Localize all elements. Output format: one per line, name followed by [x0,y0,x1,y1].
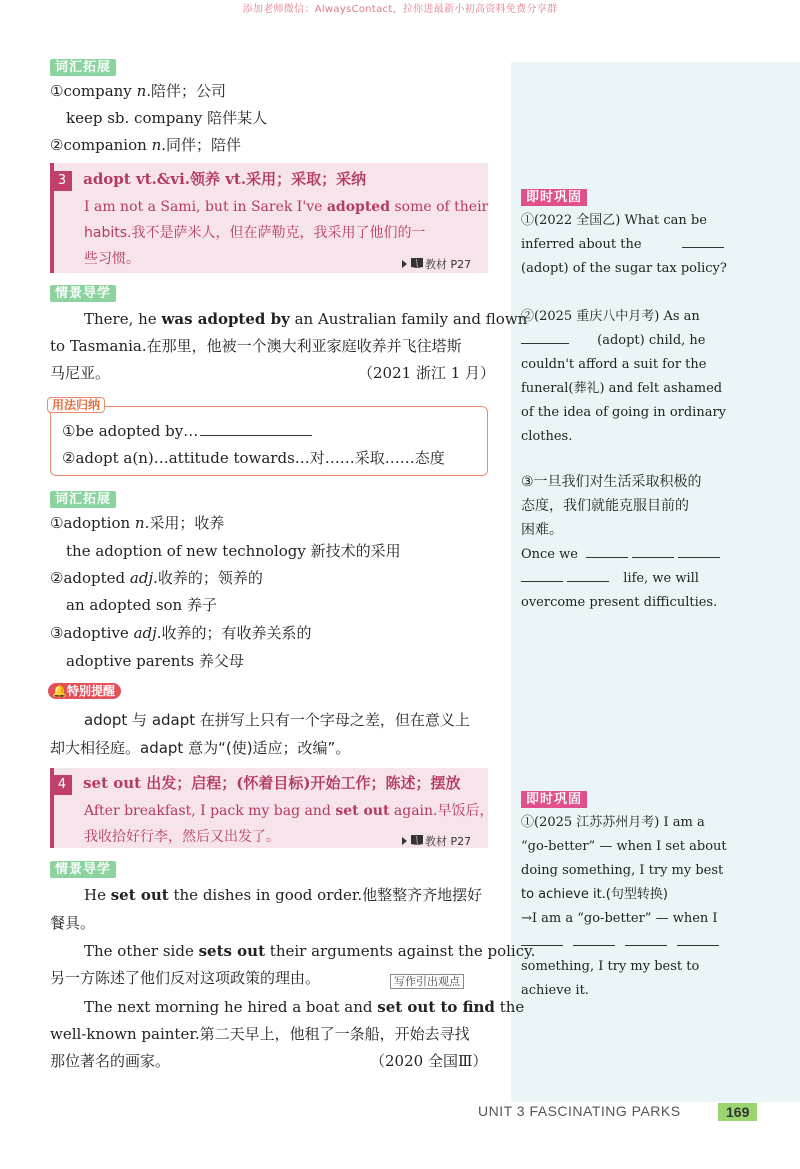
top-watermark-note: 添加老师微信：AlwaysContact，拉你进最新小初高资料免费分享群 [242,4,558,15]
text: an Australian family and flown [289,310,528,328]
quiz-line: funeral(葬礼) and felt ashamed [521,381,723,396]
quiz-line [521,233,731,257]
meaning: 收养的；有收养关系的 [161,624,312,642]
book-icon [411,258,423,268]
text: ①be adopted by… [62,422,199,440]
pos: n. [151,136,167,154]
pos: n. [134,514,150,532]
quiz-line: ②(2025 重庆八中月考) As an [521,309,700,324]
quiz-line: ①(2022 全国乙) What can be [521,213,707,228]
page-number-box [718,1102,800,1121]
entry-header [52,168,366,191]
quiz-tag-label: 即时巩固 [521,791,587,808]
vocab-line [50,512,224,534]
quiz-line: 态度，我们就能克服目前的 [521,498,689,514]
warning-tag-text: 特别提醒 [66,684,115,698]
word: ②companion [50,136,152,154]
text: The next morning he hired a boat and [84,998,378,1016]
quiz-question-3 [521,470,733,542]
example-line: 些习惯。 [84,251,140,267]
answer-blank[interactable] [573,931,615,946]
vocab-tag [50,488,116,507]
meaning: 陪伴；公司 [151,82,227,100]
quiz-line: ①(2025 江苏苏州月考) I am a [521,815,705,830]
bold-word: set out [335,803,390,819]
answer-blank[interactable] [678,543,720,558]
answer-blank[interactable] [632,543,674,558]
blank [200,421,312,436]
word: ①company [50,82,137,100]
text: After breakfast, I pack my bag and [84,803,336,819]
text: There, he [84,310,162,328]
context-tag [50,858,116,877]
word: ①adoption [50,514,135,532]
vocab-line [50,80,226,102]
vocab-line: keep sb. company 陪伴某人 [66,109,268,127]
quiz-question-2 [521,305,731,449]
quiz-line: overcome present difficulties. [521,595,718,610]
context-line: 另一方陈述了他们反对这项政策的理由。 [50,969,321,987]
warning-line: 却大相径庭。adapt 意为“(使)适应；改编”。 [50,739,351,757]
answer-blank[interactable] [586,543,628,558]
example-line: 我收拾好行李，然后又出发了。 [84,829,280,845]
quiz-line: clothes. [521,429,573,444]
context-line [84,308,527,330]
context-tag-label: 情景导学 [50,861,116,878]
context-line: 那位著名的画家。 [50,1052,171,1070]
bold-phrase: sets out [198,942,266,960]
quiz-line [521,931,733,955]
textbook-ref [402,830,471,849]
answer-blank[interactable] [521,931,563,946]
text: the [494,998,525,1016]
quiz-line [521,543,733,567]
quiz-line: couldn't afford a suit for the [521,357,707,372]
warning-tag [48,680,121,699]
example-line [84,800,494,822]
text: life, we will [623,571,699,586]
entry-number: 4 [52,775,72,795]
text: (adopt) child, he [597,333,706,348]
word: ②adopted [50,569,130,587]
warning-line: adopt 与 adapt 在拼写上只有一个字母之差，但在意义上 [84,711,470,729]
bold-word: adopted [326,199,390,215]
answer-blank[interactable] [682,233,724,248]
quiz-line: achieve it. [521,983,589,998]
context-line [84,884,482,906]
example-line: habits.我不是萨米人，但在萨勒克，我采用了他们的一 [84,225,426,241]
example-line [84,196,488,218]
context-line: well-known painter.第二天早上，他租了一条船，开始去寻找 [50,1025,470,1043]
bold-phrase: set out to find [377,998,495,1016]
entry-number: 3 [52,171,72,191]
vocab-line [50,134,241,156]
quiz-line: →I am a “go-better” — when I [521,911,718,926]
ref-text: 教材 P27 [425,258,472,271]
book-icon [411,835,423,845]
quiz-line: of the idea of going in ordinary [521,405,727,420]
vocab-line: the adoption of new technology 新技术的采用 [66,542,401,560]
vocab-line [50,567,263,589]
entry-header [52,772,461,795]
vocab-tag-label: 词汇拓展 [50,491,116,508]
quiz-line: ③一旦我们对生活采取积极的 [521,474,702,490]
writing-tip-box [390,970,464,989]
meaning: 采用；收养 [149,514,225,532]
text: again.早饭后， [389,803,494,819]
context-line: to Tasmania.在那里，他被一个澳大利亚家庭收养并飞往塔斯 [50,337,462,355]
context-tag [50,282,116,301]
answer-blank[interactable] [521,567,563,582]
textbook-ref [402,253,471,272]
text: I am not a Sami, but in Sarek I've [84,199,327,215]
quiz2-question-1 [521,811,733,1003]
quiz-question-1 [521,209,731,281]
quiz-line [521,329,731,353]
quiz-line: 困难。 [521,522,563,538]
meaning: 收养的；领养的 [157,569,263,587]
word: ③adoptive [50,624,134,642]
page-number: 169 [718,1103,757,1121]
context-line [84,996,524,1018]
usage-line [62,420,312,442]
source-label: （2020 全国Ⅲ） [370,1052,488,1070]
text: Once we [521,547,578,562]
unit-title: UNIT 3 FASCINATING PARKS [478,1103,681,1119]
bold-phrase: was adopted by [161,310,290,328]
quiz-tag-label: 即时巩固 [521,189,587,206]
vocab-tag [50,56,116,75]
warning-tag-label [48,683,121,699]
context-line: 餐具。 [50,914,96,932]
usage-tag [47,394,105,413]
quiz-question-3-english [521,543,733,615]
context-line: 马尼亚。 [50,364,111,382]
text: He [84,886,111,904]
meaning: 同伴；陪伴 [166,136,242,154]
pos: adj. [129,569,158,587]
text: the dishes in good order.他整整齐齐地摆好 [168,886,483,904]
text: inferred about the [521,237,642,252]
answer-blank[interactable] [625,931,667,946]
quiz-line: doing something, I try my best [521,863,724,878]
writing-tip-label: 写作引出观点 [390,974,464,989]
quiz-line [521,567,733,591]
vocab-line: an adopted son 养子 [66,596,217,614]
quiz-line: “go-better” — when I set about [521,839,727,854]
context-line [84,940,535,962]
bell-icon: 🔔 [52,684,67,698]
quiz-line: something, I try my best to [521,959,700,974]
vocab-line: adoptive parents 养父母 [66,652,244,670]
quiz-tag [521,186,587,205]
vocab-line [50,622,312,644]
text: some of their [390,199,489,215]
usage-tag-label: 用法归纳 [47,397,105,413]
entry-headword: adopt vt.&vi.领养 vt.采用；采取；采纳 [83,170,367,188]
answer-blank[interactable] [521,329,569,344]
source-label: （2021 浙江 1 月） [358,364,496,382]
pos: n. [136,82,151,100]
answer-blank[interactable] [567,567,609,582]
entry-headword: set out 出发；启程；(怀着目标)开始工作；陈述；摆放 [83,774,461,792]
arrow-icon [402,837,407,845]
quiz-tag [521,788,587,807]
arrow-icon [402,260,407,268]
context-tag-label: 情景导学 [50,285,116,302]
pos: adj. [133,624,162,642]
answer-blank[interactable] [677,931,719,946]
quiz-line: (adopt) of the sugar tax policy? [521,261,727,276]
vocab-tag-label: 词汇拓展 [50,59,116,76]
text: The other side [84,942,199,960]
text: their arguments against the policy. [265,942,536,960]
bold-phrase: set out [110,886,169,904]
usage-line: ②adopt a(n)…attitude towards…对……采取……态度 [62,449,445,467]
ref-text: 教材 P27 [425,835,472,848]
quiz-line: to achieve it.(句型转换) [521,887,668,902]
